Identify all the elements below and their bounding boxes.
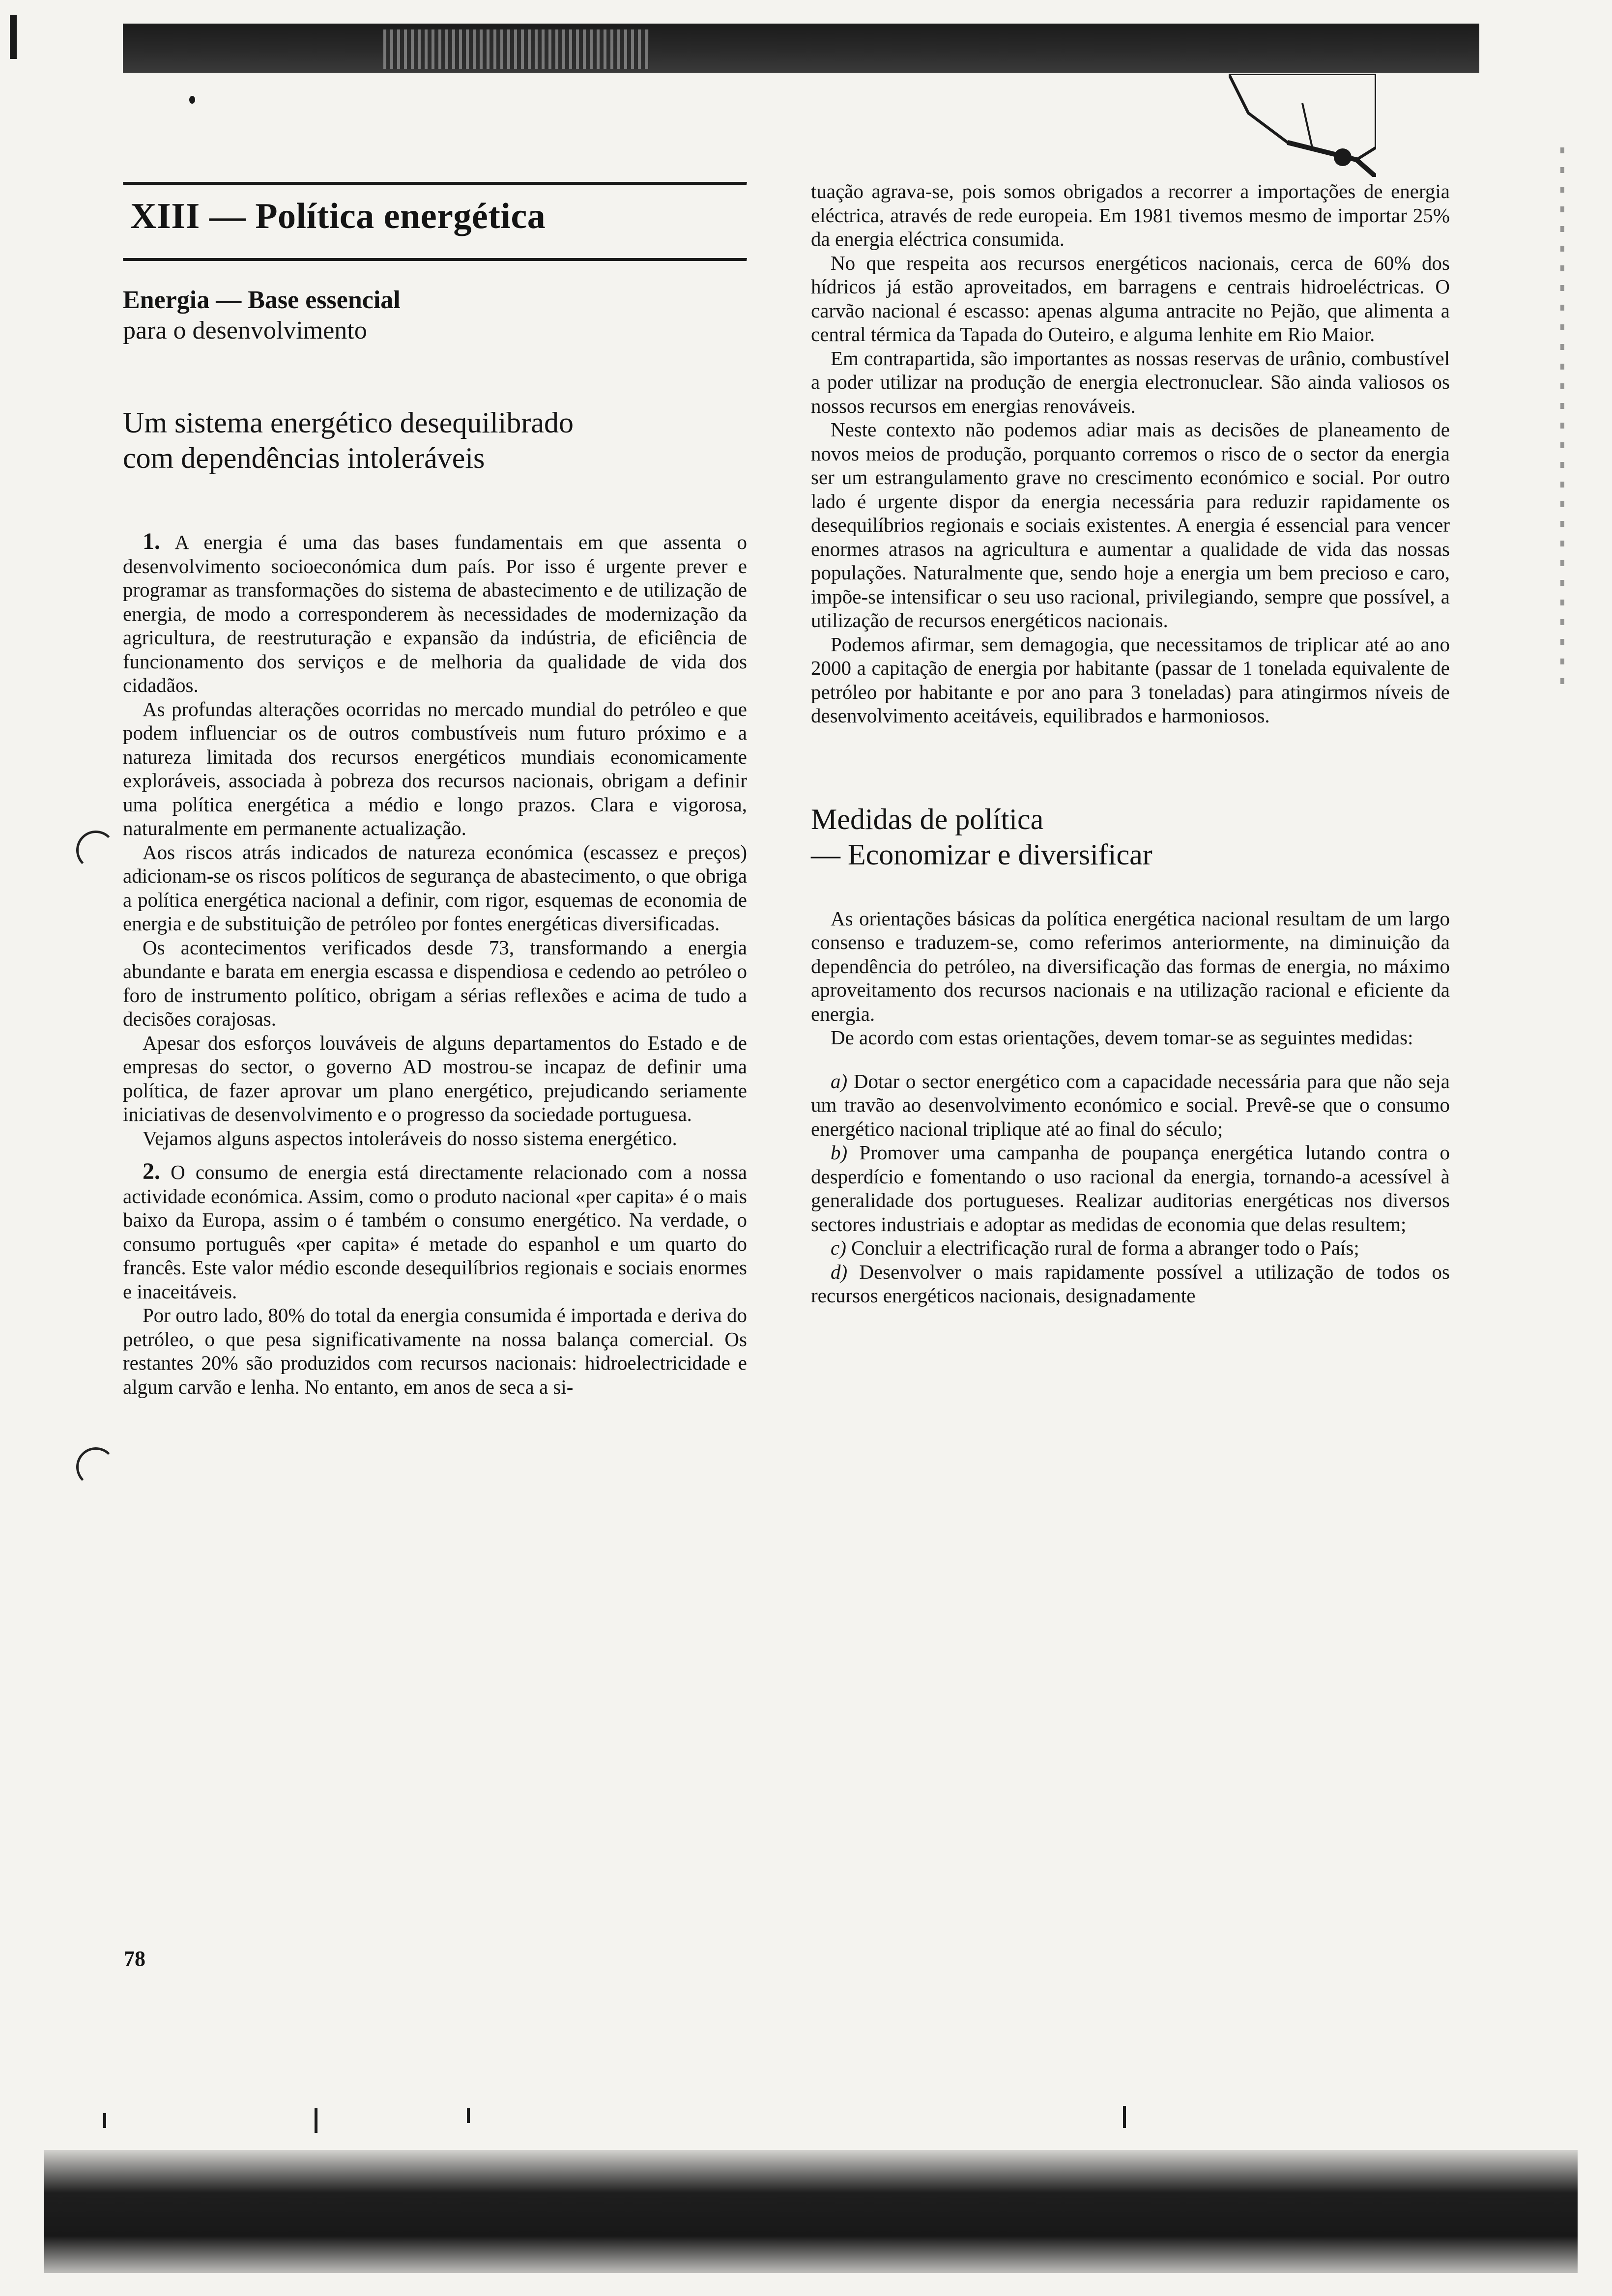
list-item xyxy=(811,1236,1450,1260)
paragraph xyxy=(811,1026,1450,1050)
paragraph-text: Aos riscos atrás indicados de natureza económica (escassez e preços) adicionam-se os riscos políticos de segurança de abastecimento, o que obriga a política energética nacional a definir, com rigor, esquemas de economia de energia e de substituição de petróleo por fontes energéticas diversificadas. xyxy=(123,840,747,935)
paragraph-text: Por outro lado, 80% do total da energia consumida é importada e deriva do petróleo, o que pesa significativamente na nossa balança comercial. Os restantes 20% são produzidos com recursos nacionais: hidroelectricidade e algum carvão e lenha. No entanto, em anos de seca a si- xyxy=(123,1304,747,1398)
section-title-line2: com dependências intoleráveis xyxy=(123,442,485,474)
paragraph-text: A energia é uma das bases fundamentais em que assenta o desenvolvimento socioeconómica dum país. Por isso é urgente prever e programar as transformações do sistema de abastecimento e de utilização de energia, de modo a corresponderem às necessidades de modernização da agricultura, de reestruturação e expansão da indústria, de eficiência de funcionamento dos serviços e de melhoria da qualidade de vida dos cidadãos. xyxy=(123,531,747,696)
paragraph-text: Apesar dos esforços louváveis de alguns departamentos do Estado e de empresas do sector, o governo AD mostrou-se incapaz de definir uma política, de fazer aprovar um plano energético, prejudicando seriamente iniciativas de desenvolvimento e o progresso da sociedade portuguesa. xyxy=(123,1031,747,1125)
paragraph xyxy=(123,1126,747,1150)
scan-artifact-top-bar xyxy=(123,24,1479,73)
right-column xyxy=(811,179,1450,1308)
scan-artifact-mark xyxy=(467,2108,470,2123)
scan-artifact-folded-corner xyxy=(1229,74,1376,177)
paragraph xyxy=(123,1031,747,1126)
paragraph xyxy=(811,632,1450,728)
paragraph xyxy=(811,907,1450,1026)
section-title xyxy=(811,802,1450,872)
paragraph xyxy=(811,179,1450,251)
paragraph-text: Vejamos alguns aspectos intoleráveis do nosso sistema energético. xyxy=(143,1126,677,1149)
list-item xyxy=(811,1260,1450,1308)
scan-artifact-mark xyxy=(103,2113,106,2128)
list-item-label: d) xyxy=(831,1260,848,1283)
scan-artifact-mark xyxy=(315,2108,317,2133)
section-title-line1: Medidas de política xyxy=(811,803,1044,835)
paragraph-text: Podemos afirmar, sem demagogia, que necessitamos de triplicar até ao ano 2000 a capitação de energia por habitante (passar de 1 tonelada equivalente de petróleo por habitante e por ano para 3 toneladas) para atingirmos níveis de desenvolvimento aceitáveis, equilibrados e harmoniosos. xyxy=(811,632,1450,727)
paragraph xyxy=(811,346,1450,418)
paragraph xyxy=(811,418,1450,632)
scan-artifact-bottom-bar xyxy=(44,2150,1578,2273)
paragraph-text: As orientações básicas da política energética nacional resultam de um largo consenso e traduzem-se, como referimos anteriormente, na diminuição da dependência do petróleo, na diversificação das formas de energia, no máximo aproveitamento dos recursos nacionais e na utilização racional e eficiente da energia. xyxy=(811,907,1450,1025)
section-title xyxy=(123,405,747,476)
paragraph-number: 2. xyxy=(143,1158,160,1184)
scan-artifact-dot xyxy=(189,96,195,104)
list-item-label: a) xyxy=(831,1069,848,1092)
paragraph-text: tuação agrava-se, pois somos obrigados a recorrer a importações de energia eléctrica, através de rede europeia. Em 1981 tivemos mesmo de importar 25% da energia eléctrica consumida. xyxy=(811,180,1450,250)
paragraph-text: As profundas alterações ocorridas no mercado mundial do petróleo e que podem influenciar os de outros combustíveis num futuro próximo e a natureza limitada dos recursos energéticos mundiais economicamente exploráveis, associada à pobreza dos recursos nacionais, obrigam a definir uma política energética a médio e longo prazos. Clara e vigorosa, naturalmente em permanente actualização. xyxy=(123,697,747,839)
chapter-subtitle xyxy=(123,285,747,346)
section-title-line2: — Economizar e diversificar xyxy=(811,838,1152,871)
paragraph xyxy=(811,251,1450,346)
paragraph xyxy=(123,697,747,840)
list-item-text: Dotar o sector energético com a capacidade necessária para que não seja um travão ao desenvolvimento económico e social. Prevê-se que o consumo energético nacional triplique até ao final do século; xyxy=(811,1069,1450,1140)
list-item-label: b) xyxy=(831,1141,848,1164)
scan-artifact-right-edge xyxy=(1560,147,1564,688)
paragraph xyxy=(123,530,747,697)
punch-hole-icon xyxy=(76,1447,115,1487)
list-item-label: c) xyxy=(831,1236,846,1259)
paragraph-text: Os acontecimentos verificados desde 73, transformando a energia abundante e barata em energia escassa e dispendiosa e cedendo ao petróleo o foro de instrumento político, obrigam a sérias reflexões e acima de tudo a decisões corajosas. xyxy=(123,936,747,1030)
list-item-text: Desenvolver o mais rapidamente possível a utilização de todos os recursos energéticos nacionais, designadamente xyxy=(811,1260,1450,1307)
title-rule-top xyxy=(123,182,747,185)
chapter-subtitle-line1: Energia — Base essencial xyxy=(123,286,401,314)
left-column xyxy=(123,182,747,1399)
list-item xyxy=(811,1069,1450,1141)
paragraph-number: 1. xyxy=(143,528,160,554)
paragraph xyxy=(123,840,747,936)
scan-artifact-top-noise xyxy=(383,29,649,69)
punch-hole-icon xyxy=(76,831,115,870)
paragraph-text: O consumo de energia está directamente relacionado com a nossa actividade económica. Assim, como o produto nacional «per capita» é o mais baixo da Europa, assim o é também o consumo energético. Na verdade, o consumo português «per capita» é metade do espanhol e um quarto do francês. Este valor médio esconde desequilíbrios regionais e sociais enormes e inaceitáveis. xyxy=(123,1161,747,1303)
paragraph xyxy=(123,1303,747,1399)
list-item-text: Concluir a electrificação rural de forma a abranger todo o País; xyxy=(851,1236,1359,1259)
paragraph-text: De acordo com estas orientações, devem tomar-se as seguintes medidas: xyxy=(831,1026,1413,1049)
paragraph xyxy=(123,1160,747,1303)
section-title-line1: Um sistema energético desequilibrado xyxy=(123,406,574,439)
scan-artifact-mark xyxy=(1123,2106,1126,2128)
paragraph xyxy=(123,936,747,1031)
paragraph-text: No que respeita aos recursos energéticos nacionais, cerca de 60% dos hídricos já estão aproveitados, em barragens e centrais hidroeléctricas. O carvão nacional é escasso: apenas alguma antracite no Pejão, que alimenta a central térmica da Tapada do Outeiro, e alguma lenhite em Rio Maior. xyxy=(811,251,1450,345)
title-rule-bottom xyxy=(123,258,747,261)
scan-artifact-mark xyxy=(10,15,17,59)
chapter-subtitle-line2: para o desenvolvimento xyxy=(123,316,367,344)
page-number: 78 xyxy=(124,1947,145,1971)
chapter-title: XIII — Política energética xyxy=(130,196,546,236)
list-item xyxy=(811,1141,1450,1236)
paragraph-text: Neste contexto não podemos adiar mais as decisões de planeamento de novos meios de produção, porquanto corremos o risco de o sector da energia ser um estrangulamento grave no crescimento económico e social. Por outro lado é urgente dispor da energia necessária para reduzir rapidamente os desequilíbrios regionais e sociais existentes. A energia é essencial para vencer enormes atrasos na agricultura e aumentar a qualidade de vida das nossas populações. Naturalmente que, sendo hoje a energia um bem precioso e caro, impõe-se intensificar o seu uso racional, privilegiando, sempre que possível, a utilização de recursos energéticos nacionais. xyxy=(811,418,1450,631)
paragraph-text: Em contrapartida, são importantes as nossas reservas de urânio, combustível a poder utilizar na produção de energia electronuclear. São ainda valiosos os nossos recursos em energias renováveis. xyxy=(811,346,1450,417)
list-item-text: Promover uma campanha de poupança energética lutando contra o desperdício e fomentando o uso racional da energia, tornando-a acessível à generalidade dos portugueses. Realizar auditorias energéticas nos diversos sectores industriais e adoptar as medidas de economia que delas resultem; xyxy=(811,1141,1450,1235)
